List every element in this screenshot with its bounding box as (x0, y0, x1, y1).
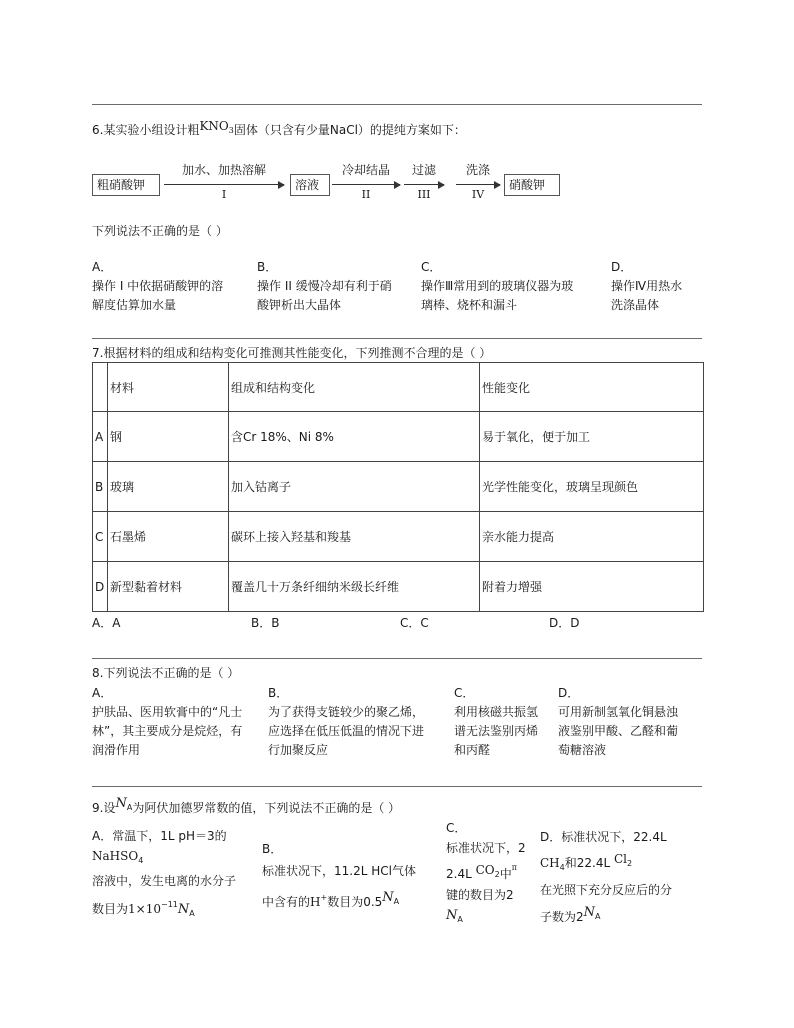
q9-option-d-line2 (540, 848, 704, 879)
table-row (93, 562, 704, 612)
q6-stem-suffix: 固体（只含有少量NaCl）的提纯方案如下： (233, 123, 466, 137)
q9-option-c-line2-prefix: 2.4L (446, 867, 472, 881)
q9-option-c-line2 (446, 858, 538, 885)
flow-step4-num: IV (471, 188, 485, 201)
q9-option-a-coef: 1×10 (128, 902, 161, 916)
separator-q6 (92, 104, 702, 105)
table-cell: 玻璃 (108, 462, 229, 512)
q6-option-b-line2: 酸钾析出大晶体 (257, 298, 342, 312)
q9-option-a-na: N (177, 902, 190, 917)
q9-option-c-na-sub: A (457, 915, 463, 924)
q9-option-d-f1: CH (540, 856, 560, 870)
q7-answer-b[interactable]: B．B (251, 616, 280, 630)
q9-option-c-letter: C． (446, 821, 467, 835)
table-cell: D (93, 562, 108, 612)
q8-option-d-line1: 可用新制氢氧化铜悬浊 (558, 705, 679, 719)
q6-option-a[interactable] (92, 258, 252, 315)
table-row (93, 412, 704, 462)
q6-option-d-line1: 操作Ⅳ用热水 (611, 279, 683, 293)
q6-option-a-letter: A． (92, 260, 113, 274)
table-cell: 加入钴离子 (229, 462, 480, 512)
q9-option-d-f2: Cl (613, 852, 628, 866)
separator-q9 (92, 786, 702, 787)
q9-option-b-ion: H (310, 895, 321, 909)
q6-flow-diagram (92, 160, 692, 204)
q6-option-c-letter: C． (421, 260, 442, 274)
q9-option-d[interactable] (540, 826, 704, 928)
table-header-cell: 性能变化 (480, 363, 704, 412)
flow-step3-num: III (417, 188, 431, 201)
q9-option-b-line2-prefix: 中含有的 (262, 895, 311, 909)
table-header-cell (93, 363, 108, 412)
flow-step4-label: 洗涤 (465, 163, 490, 177)
table-cell: A (93, 412, 108, 462)
q9-option-d-f1-sub: 4 (559, 863, 565, 872)
q9-na-letter: N (115, 796, 127, 811)
q9-option-b-line2-mid: 数目为0.5 (327, 895, 383, 909)
q8-option-c[interactable] (454, 684, 554, 760)
q9-option-d-line1: D．标准状况下，22.4L (540, 830, 667, 844)
q9-option-d-line3: 在光照下充分反应后的分 (540, 883, 673, 897)
q7-answer-a[interactable]: A．A (92, 616, 121, 630)
table-cell: 亲水能力提高 (480, 512, 704, 562)
table-cell: 易于氧化，便于加工 (480, 412, 704, 462)
q6-option-d[interactable] (611, 258, 706, 315)
q9-option-c-pi: π (511, 863, 518, 872)
q6-option-b-letter: B． (257, 260, 278, 274)
separator-q7 (92, 338, 702, 339)
q9-option-a-na-sub: A (189, 909, 195, 918)
q8-option-b[interactable] (268, 684, 450, 760)
q9-option-b-na-sub: A (393, 897, 400, 906)
q9-option-a-line4-prefix: 数目为 (92, 902, 129, 916)
flow-step1-label: 加水、加热溶解 (181, 163, 266, 177)
table-cell: 含Cr 18%、Ni 8% (229, 412, 480, 462)
q6-stem (92, 119, 466, 138)
flow-box-end: 硝酸钾 (504, 174, 560, 196)
table-row (93, 512, 704, 562)
flow-step1-num: I (221, 188, 227, 201)
q6-option-c-line1: 操作Ⅲ常用到的玻璃仪器为玻 (421, 279, 574, 293)
table-header-cell: 组成和结构变化 (229, 363, 480, 412)
q6-stem-prefix: 6.某实验小组设计粗 (92, 123, 200, 137)
table-row (93, 462, 704, 512)
q6-question: 下列说法不正确的是（ ） (92, 224, 228, 238)
q8-option-c-line3: 和丙醛 (454, 743, 491, 757)
q9-option-b[interactable] (262, 838, 442, 913)
q9-option-a-formula-sub: 4 (138, 856, 144, 865)
q9-option-b-na-letter: N (382, 890, 394, 905)
q9-option-c-line2-mid: 中 (499, 867, 512, 881)
q9-na-sub: A (126, 803, 133, 812)
q7-stem: 7.根据材料的组成和结构变化可推测其性能变化，下列推测不合理的是（ ） (92, 346, 492, 360)
q9-option-a-line1: A．常温下，1L pH＝3的 (92, 829, 227, 843)
flow-box-start: 粗硝酸钾 (92, 174, 160, 196)
q9-option-d-na-letter: N (583, 905, 596, 920)
q9-option-c-na-letter: N (446, 908, 458, 923)
flow-step2-label: 冷却结晶 (341, 163, 390, 177)
q7-answer-c[interactable]: C．C (400, 616, 429, 630)
q6-option-b-line1: 操作 II 缓慢冷却有利于硝 (257, 279, 392, 293)
q8-option-d-line3: 萄糖溶液 (558, 743, 607, 757)
q9-option-c-line3: 键的数目为2 (446, 888, 514, 902)
table-cell: 附着力增强 (480, 562, 704, 612)
q8-option-d-line2: 液鉴别甲酸、乙醛和葡 (558, 724, 679, 738)
flow-arrow-3 (404, 184, 444, 185)
q8-option-a-line3: 润滑作用 (92, 743, 141, 757)
q8-option-b-line2: 应选择在低压低温的情况下进 (268, 724, 425, 738)
q8-stem: 8.下列说法不正确的是（ ） (92, 666, 240, 680)
q9-option-d-line4 (540, 901, 704, 928)
q6-option-d-letter: D． (611, 260, 633, 274)
q9-stem (92, 796, 400, 816)
q8-option-b-line1: 为了获得支链较少的聚乙烯， (268, 705, 425, 719)
q6-option-b[interactable] (257, 258, 417, 315)
q9-option-d-f2-sub: 2 (627, 859, 633, 868)
q9-option-d-line2-mid: 和22.4L (564, 856, 611, 870)
q6-formula (199, 119, 233, 133)
flow-step3-label: 过滤 (411, 163, 436, 177)
q6-option-c[interactable] (421, 258, 607, 315)
table-cell: B (93, 462, 108, 512)
q7-table (92, 362, 704, 612)
q6-formula-main: KNO (199, 119, 229, 133)
q8-option-d[interactable] (558, 684, 704, 760)
flow-arrow-4 (456, 184, 500, 185)
table-cell: 碳环上接入羟基和羧基 (229, 512, 480, 562)
table-cell: 新型黏着材料 (108, 562, 229, 612)
q9-option-b-line2 (262, 886, 442, 913)
q9-option-b-line1: 标准状况下，11.2L HCl气体 (262, 864, 416, 878)
q8-option-a[interactable] (92, 684, 264, 760)
q9-option-a-formula-main: NaHSO (92, 849, 139, 863)
q9-stem-prefix: 9.设 (92, 801, 116, 815)
q7-answer-d[interactable]: D．D (549, 616, 580, 630)
q9-option-a-line3: 溶液中，发生电离的水分子 (92, 874, 237, 888)
table-cell: 光学性能变化，玻璃呈现颜色 (480, 462, 704, 512)
q8-option-c-letter: C． (454, 686, 475, 700)
q6-option-a-line1: 操作 I 中依据硝酸钾的溶 (92, 279, 224, 293)
q9-option-d-na-sub: A (595, 912, 601, 921)
q8-option-a-line1: 护肤品、医用软膏中的“凡士 (92, 705, 243, 719)
separator-q8 (92, 658, 702, 659)
flow-arrow-2 (332, 184, 400, 185)
q8-option-c-line1: 利用核磁共振氢 (454, 705, 539, 719)
q6-formula-sub: 3 (228, 126, 234, 135)
q6-option-a-line2: 解度估算加水量 (92, 298, 177, 312)
q6-option-d-line2: 洗涤晶体 (611, 298, 660, 312)
q9-option-c[interactable] (446, 818, 538, 930)
q9-option-a-formula (92, 846, 260, 871)
q9-option-d-line4-prefix: 子数为2 (540, 910, 584, 924)
table-cell: 钢 (108, 412, 229, 462)
q8-option-a-letter: A． (92, 686, 113, 700)
q8-option-b-letter: B． (268, 686, 289, 700)
q8-option-c-line2: 谱无法鉴别丙烯 (454, 724, 539, 738)
q9-na-symbol (115, 796, 132, 810)
q9-option-c-formula: CO (475, 863, 495, 877)
q9-option-b-na (382, 890, 399, 904)
q6-option-c-line2: 璃棒、烧杯和漏斗 (421, 298, 518, 312)
q9-option-c-formula-sub: 2 (494, 870, 500, 879)
q9-option-a-line4 (92, 895, 260, 924)
flow-step2-num: II (361, 188, 371, 201)
table-header-row (93, 363, 704, 412)
q9-option-a[interactable] (92, 826, 260, 924)
table-cell: C (93, 512, 108, 562)
q9-option-d-na (584, 905, 601, 919)
q9-option-b-letter: B． (262, 842, 283, 856)
q8-option-d-letter: D． (558, 686, 580, 700)
q8-option-b-line3: 行加聚反应 (268, 743, 329, 757)
q9-option-b-ion-sup: + (320, 893, 328, 902)
flow-box-mid: 溶液 (290, 174, 330, 196)
q9-option-c-na (446, 905, 538, 930)
q8-option-a-line2: 林”，其主要成分是烷烃，有 (92, 724, 243, 738)
q9-option-a-exp: −11 (160, 900, 178, 909)
table-header-cell: 材料 (108, 363, 229, 412)
table-cell: 石墨烯 (108, 512, 229, 562)
table-cell: 覆盖几十万条纤细纳米级长纤维 (229, 562, 480, 612)
q9-stem-suffix: 为阿伏加德罗常数的值，下列说法不正确的是（ ） (132, 801, 401, 815)
q9-option-c-line1: 标准状况下，2 (446, 841, 526, 855)
flow-arrow-1 (164, 184, 284, 185)
